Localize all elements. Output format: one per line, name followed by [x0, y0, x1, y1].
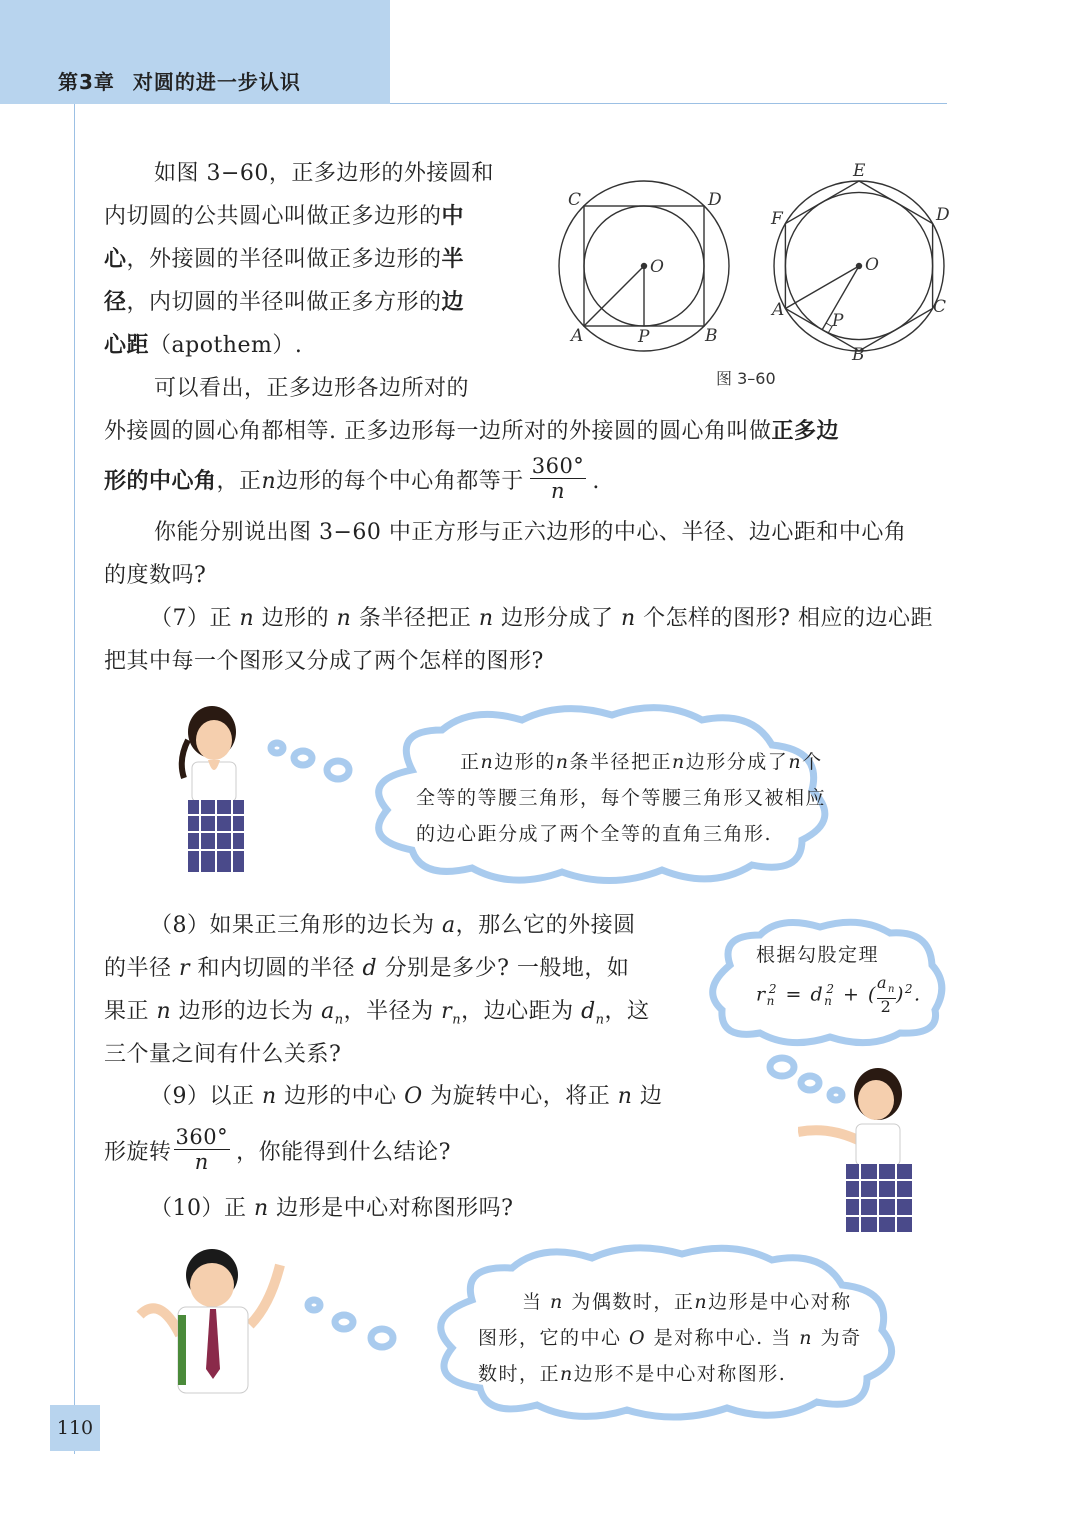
chapter-header — [58, 66, 319, 95]
intro-line: 心，外接圆的半径叫做正多边形的半 — [104, 247, 465, 272]
rotation-angle-fraction: $\frac{360^\circ}{n}$ — [175, 1124, 229, 1174]
intro-line: 径，内切圆的半径叫做正多方形的边 — [104, 290, 465, 315]
label-A: A — [571, 326, 584, 346]
chapter-title: 对圆的进一步认识 — [132, 70, 301, 94]
label-A: A — [772, 300, 785, 320]
cloud-3-text: 当 n 为偶数时，正n边形是中心对称 图形，它的中心 O 是对称中心. 当 n 为奇 数时，正n边形不是中心对称图形. — [478, 1291, 862, 1385]
label-P: P — [832, 311, 844, 331]
label-E: E — [853, 161, 866, 181]
girl-thinking-image — [170, 700, 260, 875]
label-P: P — [638, 327, 650, 347]
label-D: D — [708, 190, 722, 210]
chapter-number: 第3章 — [58, 70, 115, 94]
question-paragraph: 你能分别说出图 3−60 中正方形与正六边形的中心、半径、边心距和中心角 的度数吗? — [104, 520, 907, 588]
intro-line: 如图 3−60，正多边形的外接圆和 — [154, 161, 494, 186]
question-9: （9）以正 n 边形的中心 O 为旋转中心，将正 n 边 形旋转 $\frac{360^\circ}{n}$ ，你能得到什么结论? — [104, 1084, 663, 1174]
intro-line: 外接圆的圆心角都相等. 正多边形每一边所对的外接圆的圆心角叫做正多边 — [104, 419, 840, 444]
question-7: （7）正 n 边形的 n 条半径把正 n 边形分成了 n 个怎样的图形? 相应的边心距 把其中每一个图形又分成了两个怎样的图形? — [104, 606, 933, 674]
figure-3-60 — [548, 160, 960, 400]
intro-line: 内切圆的公共圆心叫做正多边形的中 — [104, 204, 465, 229]
intro-line: 心距（apothem）. — [104, 333, 303, 358]
boy-image — [130, 1245, 310, 1395]
central-angle-fraction: $\frac{360^\circ}{n}$ — [531, 453, 585, 503]
label-O: O — [650, 257, 664, 277]
label-O: O — [865, 255, 879, 275]
label-F: F — [771, 209, 783, 229]
label-C: C — [933, 297, 947, 317]
girl-gesturing-image — [798, 1062, 923, 1234]
question-8: （8）如果正三角形的边长为 a，那么它的外接圆 的半径 r 和内切圆的半径 d 分别是多少? 一般地，如 果正 n 边形的边长为 $a_n$，半径为 $r_n$，边心距为 $d_n$，这 三个量之间有什么关系? — [104, 913, 650, 1067]
figure-caption: 图 3–60 — [716, 369, 776, 388]
header-divider — [390, 103, 947, 104]
question-10: （10）正 n 边形是中心对称图形吗? — [150, 1196, 514, 1221]
cloud-2-text: 根据勾股定理 $r_n^2 = d_n^2$ + ( $\frac{a_n}{2}$ )$^2$. — [756, 944, 922, 1017]
margin-rule — [74, 104, 75, 1454]
label-B: B — [852, 345, 865, 365]
label-B: B — [705, 326, 718, 346]
page-number: 110 — [50, 1405, 100, 1451]
label-D: D — [936, 205, 950, 225]
intro-line: 可以看出，正多边形各边所对的 — [154, 376, 470, 401]
label-C: C — [568, 190, 582, 210]
pythagoras-formula: $r_n^2 = d_n^2$ + ( $\frac{a_n}{2}$ )$^2$. — [756, 973, 922, 1017]
intro-line: 形的中心角，正n边形的每个中心角都等于 $\frac{360^\circ}{n}$ . — [104, 453, 600, 503]
cloud-1-text: 正n边形的n条半径把正n边形分成了n个 全等的等腰三角形，每个等腰三角形又被相应 的边心距分成了两个全等的直角三角形. — [416, 751, 827, 845]
